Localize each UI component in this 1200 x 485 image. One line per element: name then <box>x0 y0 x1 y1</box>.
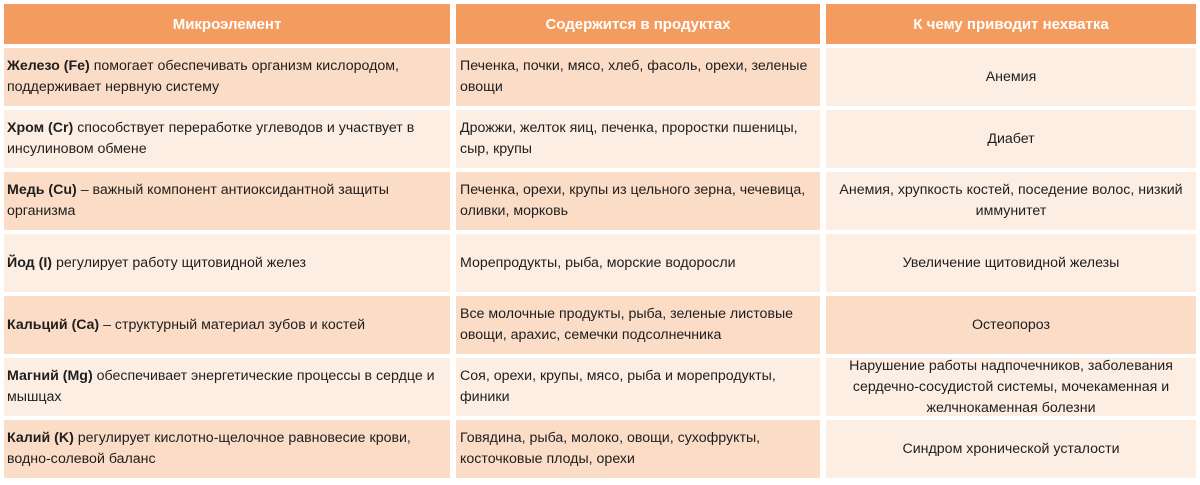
deficiency-cell <box>826 172 1196 230</box>
element-cell <box>4 358 450 416</box>
element-name: Хром (Cr) <box>7 120 74 136</box>
element-description: – важный компонент антиоксидантной защиты организма <box>7 182 389 219</box>
deficiency-text: Нарушение работы надпочечников, заболевания сердечно-сосудистой системы, мочекаменная и желчнокаменная болезни <box>849 357 1173 416</box>
element-description: регулирует кислотно-щелочное равновесие крови, водно-солевой баланс <box>7 430 411 467</box>
element-name: Магний (Mg) <box>7 368 93 384</box>
products-text: Говядина, рыба, молоко, овощи, сухофрукты, косточковые плоды, орехи <box>460 430 761 467</box>
deficiency-text: Синдром хронической усталости <box>902 440 1120 457</box>
deficiency-text: Остеопороз <box>972 316 1050 333</box>
element-description: обеспечивает энергетические процессы в сердце и мышцах <box>7 368 435 405</box>
element-description: помогает обеспечивать организм кислородом, поддерживает нервную систему <box>7 58 399 95</box>
element-name: Калий (K) <box>7 430 74 446</box>
microelements-table <box>4 4 1196 482</box>
deficiency-cell <box>826 234 1196 292</box>
element-cell <box>4 296 450 354</box>
products-cell <box>456 234 820 292</box>
element-name: Йод (I) <box>7 254 53 271</box>
products-text: Печенка, орехи, крупы из цельного зерна, чечевица, оливки, морковь <box>460 182 806 219</box>
deficiency-text: Анемия <box>985 68 1037 85</box>
deficiency-text: Увеличение щитовидной железы <box>902 254 1120 271</box>
element-name: Кальций (Ca) <box>7 316 100 333</box>
element-cell <box>4 234 450 292</box>
element-name: Железо (Fe) <box>7 58 90 74</box>
element-cell <box>4 172 450 230</box>
products-text: Морепродукты, рыба, морские водоросли <box>460 254 736 271</box>
deficiency-cell <box>826 296 1196 354</box>
deficiency-cell <box>826 110 1196 168</box>
element-name: Медь (Cu) <box>7 182 77 198</box>
header-products: Содержится в продуктах <box>456 4 820 44</box>
deficiency-cell <box>826 358 1196 416</box>
products-cell <box>456 420 820 478</box>
products-cell <box>456 110 820 168</box>
element-cell <box>4 48 450 106</box>
element-cell <box>4 420 450 478</box>
deficiency-cell <box>826 420 1196 478</box>
products-text: Все молочные продукты, рыба, зеленые листовые овощи, арахис, семечки подсолнечника <box>460 306 794 343</box>
deficiency-text: Анемия, хрупкость костей, поседение волос, низкий иммунитет <box>839 182 1183 219</box>
element-description: способствует переработке углеводов и участвует в инсулиновом обмене <box>7 120 415 157</box>
products-cell <box>456 296 820 354</box>
header-element: Микроэлемент <box>4 4 450 44</box>
products-cell <box>456 172 820 230</box>
products-text: Печенка, почки, мясо, хлеб, фасоль, орехи, зеленые овощи <box>460 58 808 95</box>
deficiency-cell <box>826 48 1196 106</box>
element-description: регулирует работу щитовидной желез <box>52 254 307 271</box>
element-description: – структурный материал зубов и костей <box>99 316 366 333</box>
header-deficiency: К чему приводит нехватка <box>826 4 1196 44</box>
deficiency-text: Диабет <box>987 130 1035 147</box>
products-text: Соя, орехи, крупы, мясо, рыба и морепродукты, финики <box>460 368 776 405</box>
products-text: Дрожжи, желток яиц, печенка, проростки пшеницы, сыр, крупы <box>460 120 798 157</box>
products-cell <box>456 48 820 106</box>
products-cell <box>456 358 820 416</box>
element-cell <box>4 110 450 168</box>
